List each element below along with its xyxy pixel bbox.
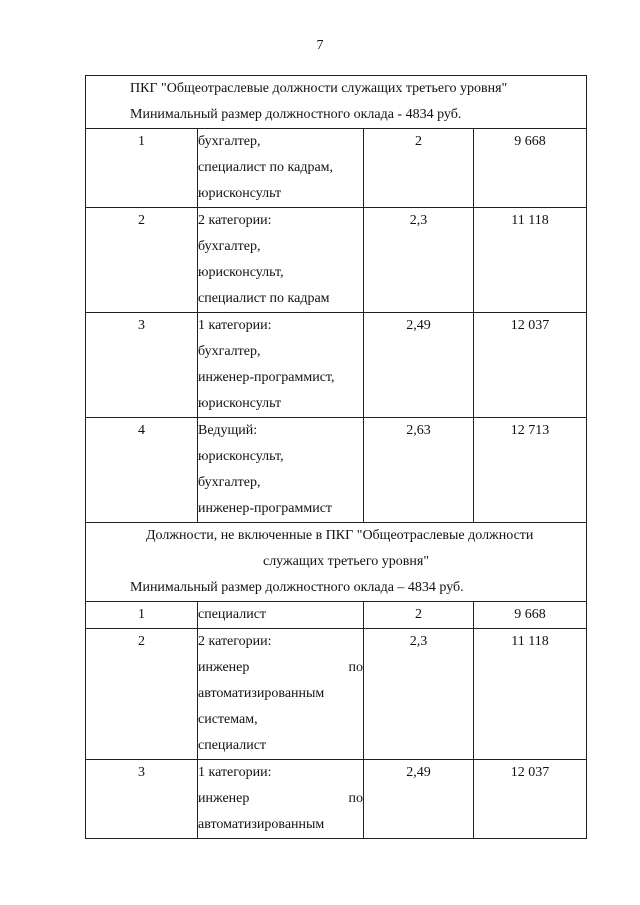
position-line: инженер по — [198, 660, 363, 675]
position-line: бухгалтер, — [198, 239, 261, 254]
position-cell — [198, 129, 364, 208]
position-cell — [198, 602, 364, 629]
table-row — [86, 760, 587, 839]
section-title: ПКГ "Общеотраслевые должности служащих третьего уровня" — [130, 81, 508, 96]
table-row — [86, 208, 587, 313]
row-number: 1 — [86, 129, 198, 208]
salary-table — [85, 75, 587, 839]
position-cell — [198, 629, 364, 760]
position-line: 1 категории: — [198, 318, 272, 333]
table-row — [86, 418, 587, 523]
position-line: юрисконсульт, — [198, 449, 284, 464]
position-line: системам, — [198, 712, 258, 727]
position-line: юрисконсульт, — [198, 265, 284, 280]
row-number: 3 — [86, 313, 198, 418]
position-line: бухгалтер, — [198, 134, 261, 149]
row-number: 4 — [86, 418, 198, 523]
row-number: 2 — [86, 208, 198, 313]
position-line: 2 категории: — [198, 634, 272, 649]
position-line: 2 категории: — [198, 213, 272, 228]
position-line: Ведущий: — [198, 423, 258, 438]
table-row — [86, 602, 587, 629]
salary-amount-cell: 12 713 — [474, 418, 587, 523]
position-line: юрисконсульт — [198, 396, 282, 411]
salary-amount-cell: 12 037 — [474, 760, 587, 839]
position-line: 1 категории: — [198, 765, 272, 780]
position-line: бухгалтер, — [198, 475, 261, 490]
section-min-salary: Минимальный размер должностного оклада - 4834 руб. — [130, 107, 462, 122]
section-header — [86, 76, 587, 129]
salary-amount-cell: 9 668 — [474, 129, 587, 208]
section-title: Должности, не включенные в ПКГ "Общеотраслевые должности — [146, 528, 534, 543]
coefficient-cell: 2,3 — [364, 208, 474, 313]
position-line: специалист по кадрам, — [198, 160, 334, 175]
coefficient-cell: 2 — [364, 602, 474, 629]
position-cell — [198, 760, 364, 839]
section-min-salary: Минимальный размер должностного оклада – 4834 руб. — [130, 580, 464, 595]
position-line: специалист — [198, 607, 267, 622]
coefficient-cell: 2,63 — [364, 418, 474, 523]
table-row — [86, 629, 587, 760]
row-number: 1 — [86, 602, 198, 629]
position-line: автоматизированным — [198, 817, 325, 832]
position-line: инженер по — [198, 791, 363, 806]
coefficient-cell: 2,3 — [364, 629, 474, 760]
position-line: автоматизированным — [198, 686, 325, 701]
position-cell — [198, 208, 364, 313]
salary-amount-cell: 9 668 — [474, 602, 587, 629]
table-row — [86, 129, 587, 208]
salary-amount-cell: 11 118 — [474, 629, 587, 760]
salary-amount-cell: 12 037 — [474, 313, 587, 418]
page-number: 7 — [316, 38, 324, 53]
coefficient-cell: 2,49 — [364, 313, 474, 418]
coefficient-cell: 2 — [364, 129, 474, 208]
position-line: специалист — [198, 738, 267, 753]
position-cell — [198, 418, 364, 523]
table-row — [86, 313, 587, 418]
position-line: инженер-программист — [198, 501, 333, 516]
coefficient-cell: 2,49 — [364, 760, 474, 839]
position-line: инженер-программист, — [198, 370, 335, 385]
section-header — [86, 523, 587, 602]
row-number: 3 — [86, 760, 198, 839]
position-line: бухгалтер, — [198, 344, 261, 359]
position-line: юрисконсульт — [198, 186, 282, 201]
position-line: специалист по кадрам — [198, 291, 330, 306]
section-title-continued: служащих третьего уровня" — [262, 554, 430, 569]
row-number: 2 — [86, 629, 198, 760]
salary-amount-cell: 11 118 — [474, 208, 587, 313]
position-cell — [198, 313, 364, 418]
